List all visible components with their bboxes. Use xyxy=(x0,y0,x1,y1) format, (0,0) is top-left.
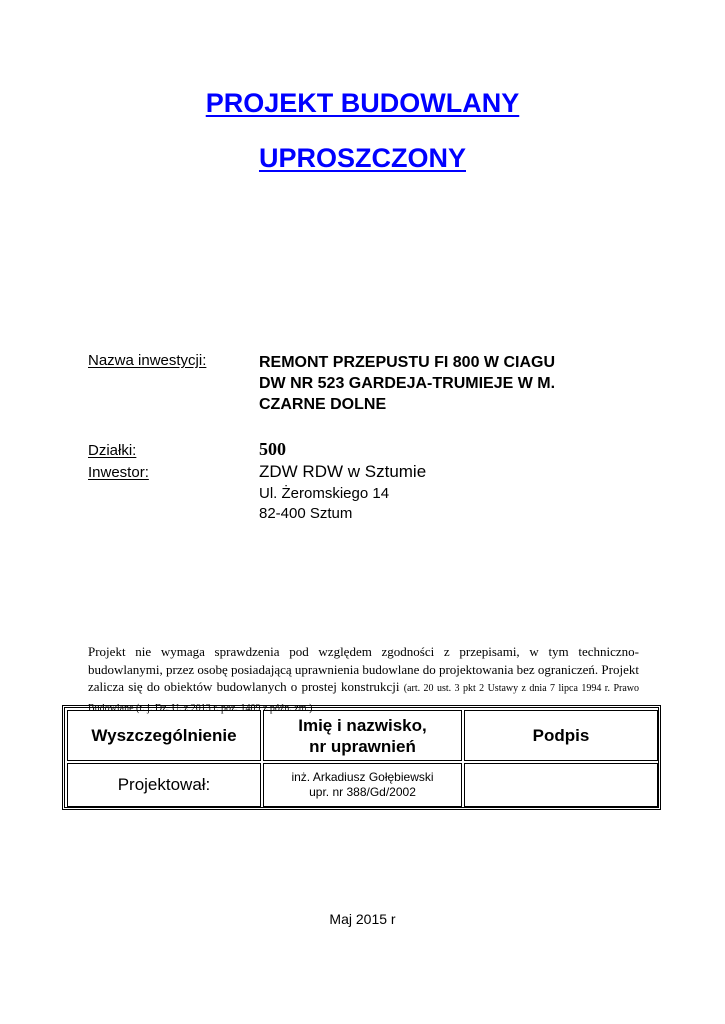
investor-name: ZDW RDW w Sztumie xyxy=(259,462,427,481)
investment-name-line-1: REMONT PRZEPUSTU FI 800 W CIAGU xyxy=(259,354,556,371)
title-line-2: UPROSZCZONY xyxy=(258,143,466,173)
header-signature: Podpis xyxy=(532,726,590,745)
investment-name-line-3: CZARNE DOLNE xyxy=(259,396,387,413)
signature-table xyxy=(62,705,661,810)
designer-license: upr. nr 388/Gd/2002 xyxy=(309,785,416,799)
designer-name: inż. Arkadiusz Gołębiewski xyxy=(291,770,434,784)
investor-street: Ul. Żeromskiego 14 xyxy=(259,485,390,502)
row-cell-role xyxy=(67,763,261,807)
title-line-1: PROJEKT BUDOWLANY xyxy=(205,88,520,118)
header-cell-signature xyxy=(464,710,658,761)
role-designer: Projektował: xyxy=(117,775,211,794)
investor-city: 82-400 Sztum xyxy=(259,505,353,522)
document-date: Maj 2015 r xyxy=(329,911,396,927)
legal-note-text: Projekt nie wymaga sprawdzenia pod względem zgodności z przepisami, w tym techniczno-budowlanymi, przez osobę posiadającą uprawnienia budowlane do projektowania bez ograniczeń. Projekt zalicza się do obiektów budowlanych o prostej konstrukcji xyxy=(88,644,639,694)
row-cell-name xyxy=(263,763,462,807)
header-cell-specification xyxy=(67,710,261,761)
investment-name-line-2: DW NR 523 GARDEJA-TRUMIEJE W M. xyxy=(259,375,556,392)
plots-label: Działki: xyxy=(88,442,137,459)
investment-name xyxy=(259,352,555,415)
investment-label: Nazwa inwestycji: xyxy=(88,352,207,369)
header-name-line-1: Imię i nazwisko, xyxy=(298,715,427,735)
plots-value: 500 xyxy=(259,439,286,459)
legal-reference: (art. 20 ust. 3 pkt 2 Ustawy z dnia 7 lipca 1994 r. Prawo Budowlane (t. j. Dz. U. z 2013 r. poz. 1409 z późn. zm.) xyxy=(88,683,640,714)
header-name-line-2: nr uprawnień xyxy=(309,736,416,756)
row-cell-signature xyxy=(464,763,658,807)
header-specification: Wyszczególnienie xyxy=(91,726,237,745)
investor-label: Inwestor: xyxy=(88,464,149,481)
header-cell-name xyxy=(263,710,462,761)
